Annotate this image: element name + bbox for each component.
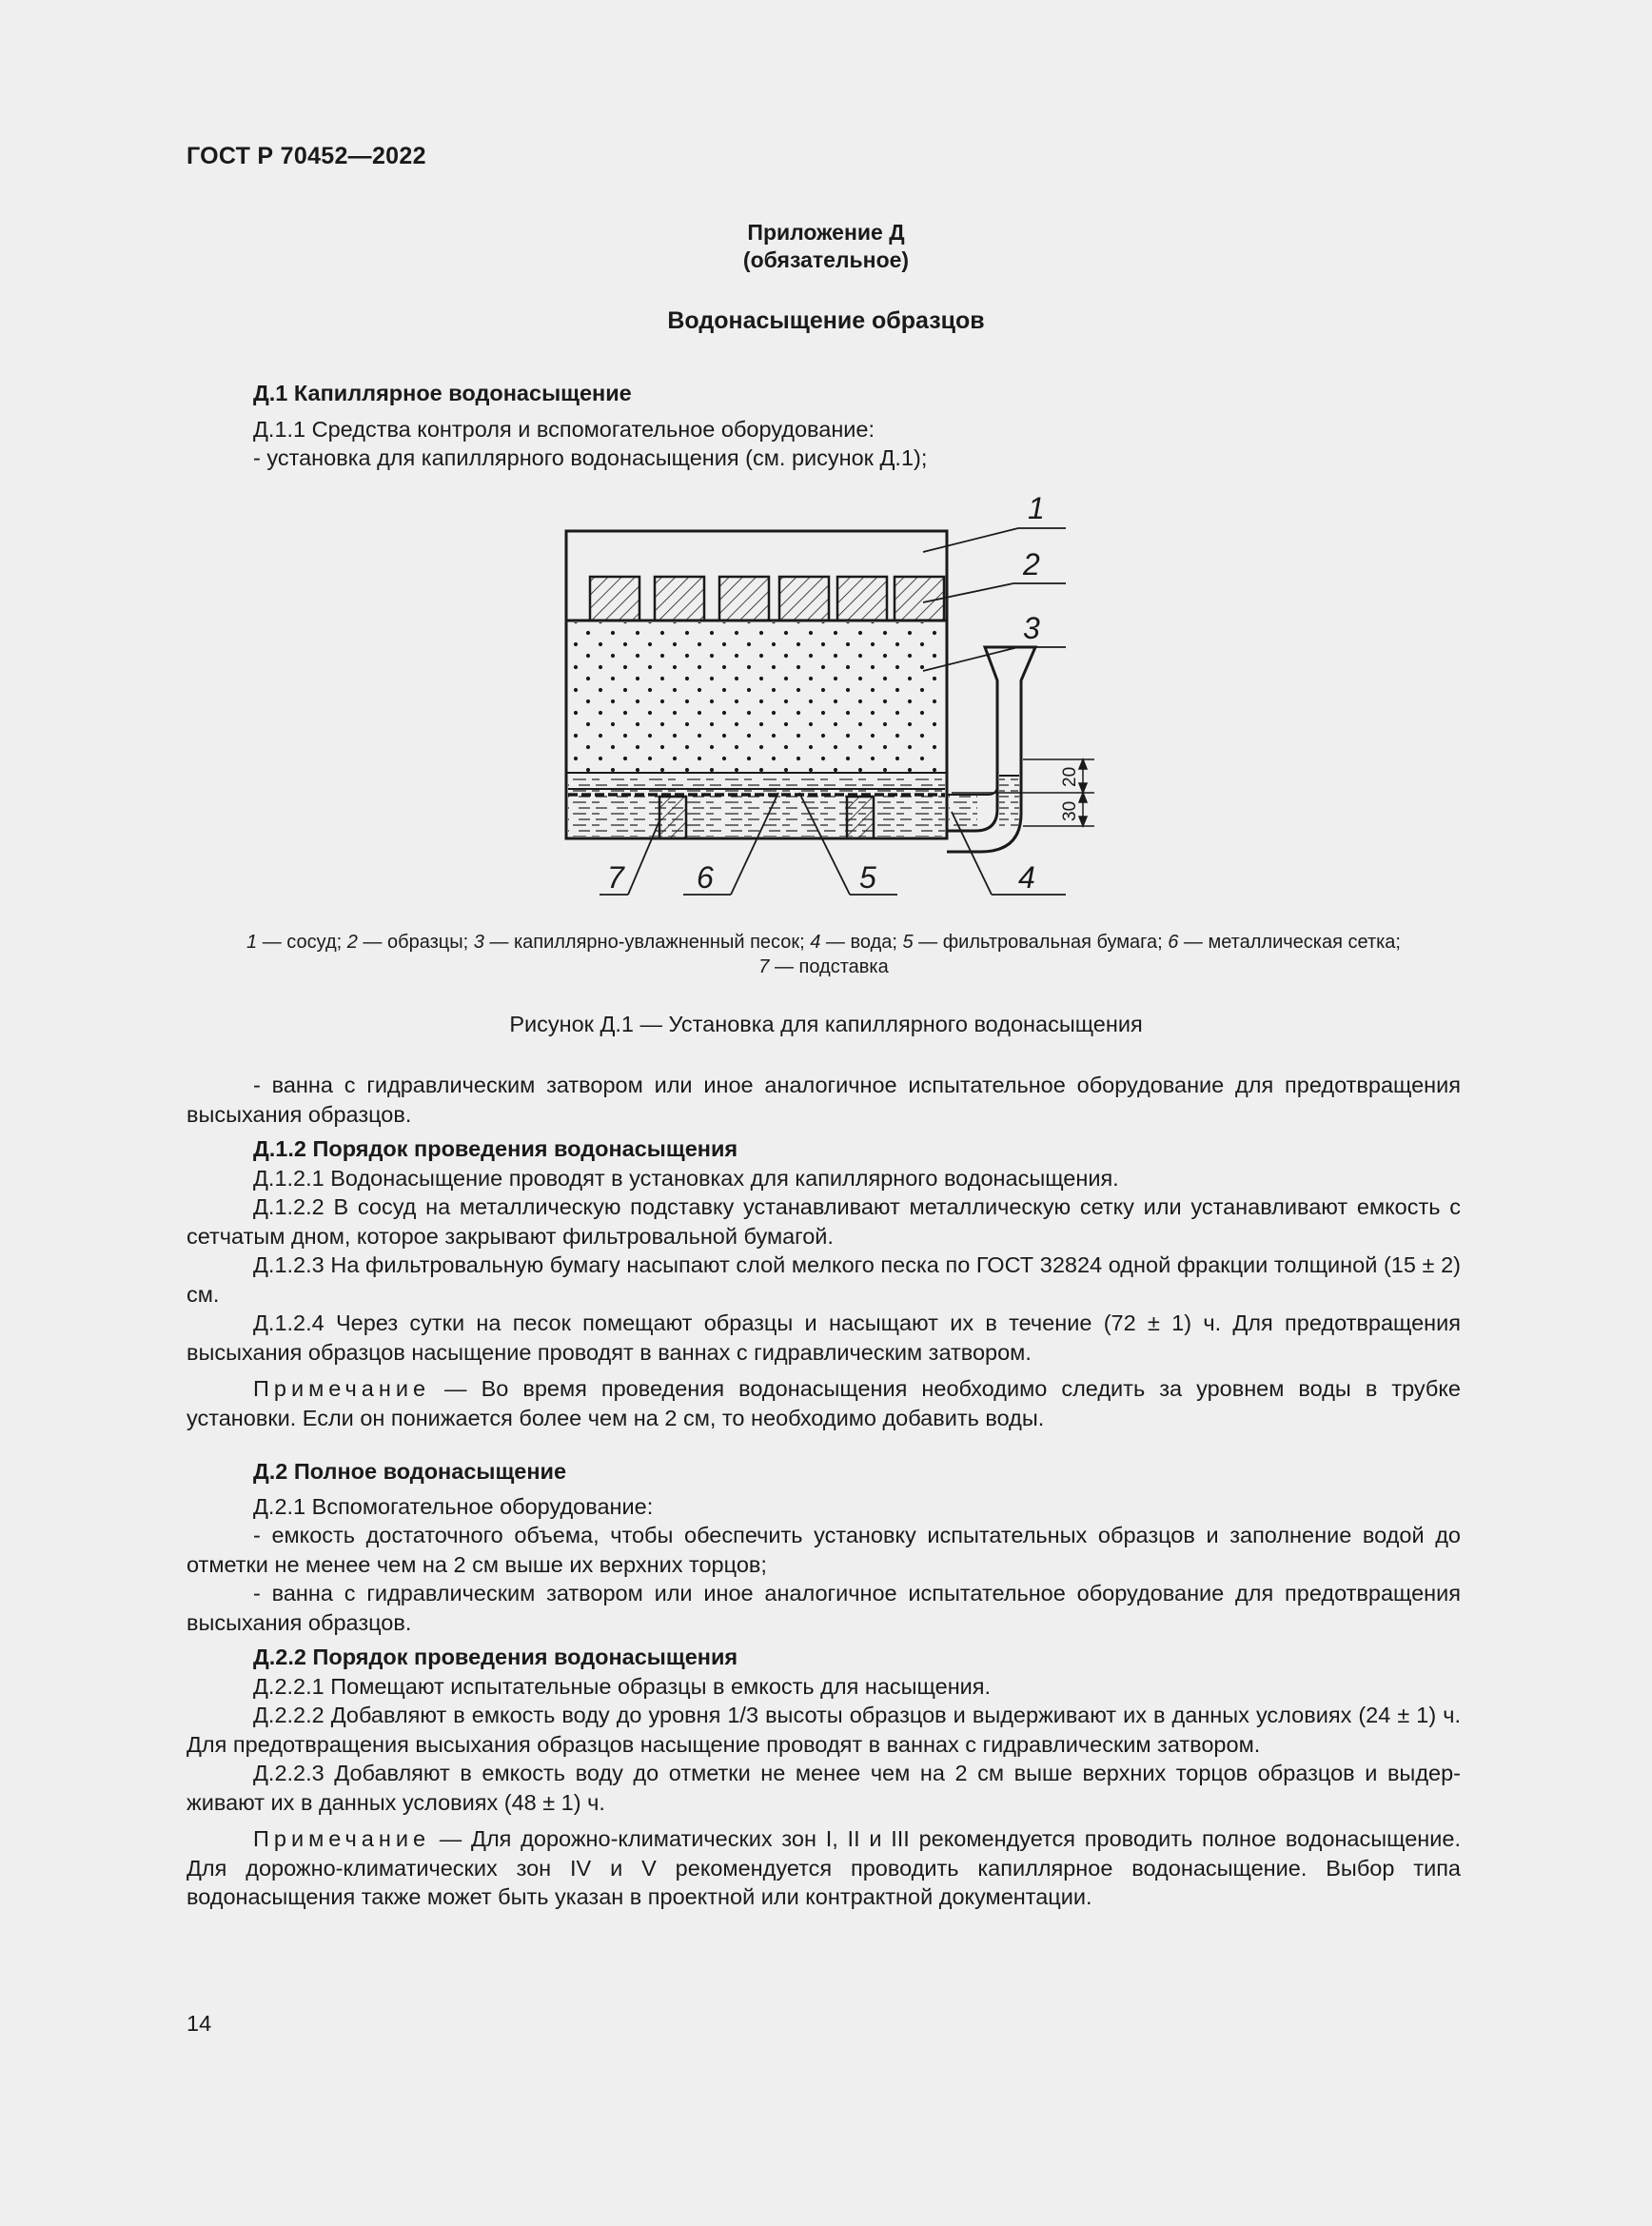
legend-number: 3 — [473, 932, 484, 953]
callout-label: 4 — [1018, 860, 1035, 895]
paragraph: Д.2.1 Вспомогательное оборудование: — [253, 1493, 654, 1519]
appendix-heading — [0, 219, 1652, 274]
legend-number: 2 — [346, 932, 358, 953]
legend-number: 6 — [1168, 932, 1179, 953]
legend-text: — фильтровальная бумага; — [913, 932, 1169, 953]
dimension-label: 30 — [1060, 800, 1080, 821]
water-tube — [947, 647, 1035, 852]
legend-number: 7 — [758, 956, 770, 977]
paragraph: - емкость достаточного объема, чтобы обеспечить установку испытательных образцов и заполнение водой до отметки не менее чем на 2 см выше их верхних торцов; — [187, 1523, 1461, 1577]
sand-layer — [568, 622, 945, 773]
legend-text: — сосуд; — [257, 932, 347, 953]
legend-text: — капиллярно-увлажненный песок; — [483, 932, 811, 953]
section-d1-intro — [187, 379, 1461, 473]
paragraph: Д.2.2.2 Добавляют в емкость воду до уровня 1/3 высоты образцов и выдерживают их в данных условиях (24 ± 1) ч. Для предотвращения высыхания образцов насыщение проводят в ваннах с гидравлическим затвором. — [187, 1703, 1461, 1757]
appendix-name: Приложение Д — [747, 220, 905, 245]
water-layer — [568, 775, 945, 837]
paragraph: Д.2.2.1 Помещают испытательные образцы в емкость для насыщения. — [253, 1673, 992, 1699]
paragraph: Д.1.2.4 Через сутки на песок помещают образцы и насыщают их в течение (72 ± 1) ч. Для предотвращения высыхания образцов насыщение проводят в ваннах с гидравлическим затвором. — [187, 1310, 1461, 1365]
stand — [847, 797, 874, 838]
section-heading: Д.2 Полное водонасыщение — [253, 1459, 567, 1484]
legend-number: 4 — [810, 932, 821, 953]
callout-label: 7 — [607, 860, 624, 895]
paragraph: Д.2.2.3 Добавляют в емкость воду до отметки не менее чем на 2 см выше верхних торцов образцов и выдерживают их в данных условиях (48 ± 1) ч. — [187, 1761, 1461, 1815]
callout-label: 5 — [859, 860, 876, 895]
legend-number: 1 — [246, 932, 258, 953]
section-heading: Д.2.2 Порядок проведения водонасыщения — [253, 1645, 738, 1669]
note-text: — Для дорожно-климатических зон I, II и III рекомендуется проводить полное водонасыщение. Для дорожно-климатических зон IV и V рекомендуется проводить капиллярное водонасыщение. Выбор типа водонасыщения также может быть указан в проектной или контрактной документации. — [187, 1826, 1461, 1909]
legend-text: — вода; — [820, 932, 903, 953]
paragraph: - ванна с гидравлическим затвором или иное аналогичное испытательное оборудование для предотвращения высыхания образцов. — [187, 1581, 1461, 1635]
section-heading: Д.1.2 Порядок проведения водонасыщения — [253, 1136, 738, 1161]
page-number: 14 — [187, 2011, 212, 2036]
legend-text: — образцы; — [357, 932, 474, 953]
paragraph: Д.1.1 Средства контроля и вспомогательное оборудование: — [253, 416, 875, 442]
paragraph: Д.1.2.2 В сосуд на металлическую подставку устанавливают металлическую сетку или устанавливают емкость с сетчатым дном, которое закрывают фильтровальной бумагой. — [187, 1194, 1461, 1249]
body-text — [187, 1071, 1461, 1912]
legend-text: — подставка — [769, 956, 889, 977]
note — [187, 1824, 1461, 1912]
figure-title: Рисунок Д.1 — Установка для капиллярного водонасыщения — [509, 1012, 1143, 1036]
note-label: Примечание — [253, 1376, 431, 1401]
paragraph: Д.1.2.1 Водонасыщение проводят в установках для капиллярного водонасыщения. — [253, 1165, 1119, 1191]
callout-label: 2 — [1023, 547, 1040, 581]
legend-text: — металлическая сетка; — [1178, 932, 1401, 953]
figure-capillary-setup — [533, 490, 1080, 909]
figure-legend — [187, 930, 1461, 979]
document-code: ГОСТ Р 70452—2022 — [187, 143, 426, 169]
note-text: — Во время проведения водонасыщения необходимо следить за уровнем воды в трубке установки. Если он понижается более чем на 2 см, то необходимо добавить воды. — [187, 1376, 1461, 1430]
appendix-title: Водонасыщение образцов — [667, 307, 985, 334]
stand — [659, 797, 686, 838]
paragraph: - ванна с гидравлическим затвором или иное аналогичное испытательное оборудование для предотвращения высыхания образцов. — [187, 1073, 1461, 1127]
callout-label: 3 — [1023, 611, 1040, 645]
note — [187, 1374, 1461, 1432]
paragraph: Д.1.2.3 На фильтровальную бумагу насыпают слой мелкого песка по ГОСТ 32824 одной фракции толщиной (15 ± 2) см. — [187, 1252, 1461, 1307]
paragraph: - установка для капиллярного водонасыщения (см. рисунок Д.1); — [253, 445, 928, 470]
dimension-label: 20 — [1060, 766, 1080, 787]
legend-number: 5 — [902, 932, 914, 953]
note-label: Примечание — [253, 1826, 431, 1851]
callout-label: 6 — [697, 860, 714, 895]
callout-label: 1 — [1028, 491, 1045, 525]
section-heading: Д.1 Капиллярное водонасыщение — [253, 381, 632, 405]
appendix-status: (обязательное) — [742, 247, 910, 272]
